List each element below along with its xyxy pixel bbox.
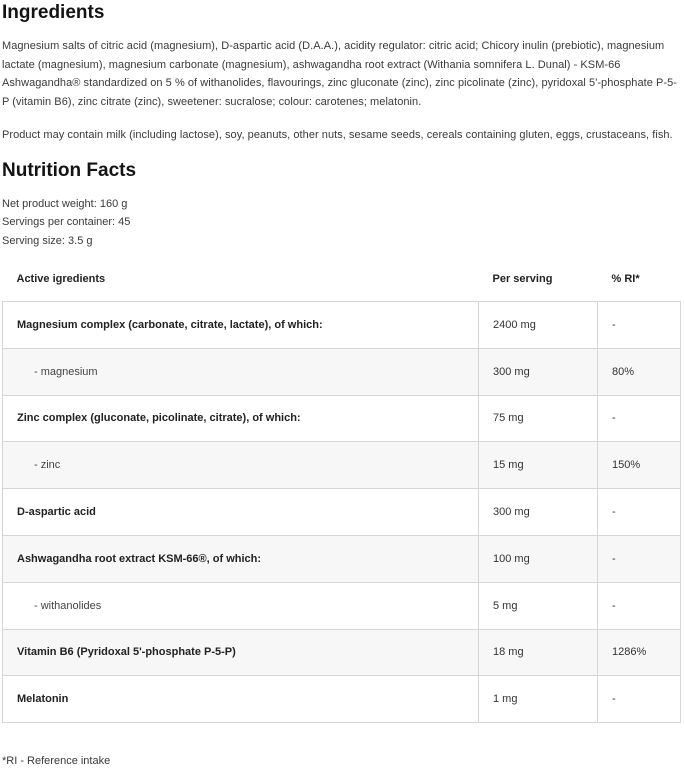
column-header-ingredient: Active igredients: [3, 256, 479, 302]
table-row: [3, 348, 681, 395]
allergen-text: Product may contain milk (including lactose), soy, peanuts, other nuts, sesame seeds, cereals containing gluten, eggs, crustaceans, fish.: [2, 129, 673, 141]
ri-percent-cell: 80%: [598, 348, 681, 395]
table-row: [3, 302, 681, 349]
ingredient-name-cell: D-aspartic acid: [3, 489, 479, 536]
net-weight: Net product weight: 160 g: [2, 197, 128, 210]
ri-percent-cell: -: [598, 395, 681, 442]
ingredients-heading: Ingredients: [2, 2, 105, 23]
footnote: *RI - Reference intake: [2, 755, 111, 767]
ingredient-name-cell: Ashwagandha root extract KSM-66®, of which:: [3, 535, 479, 582]
table-row: [3, 629, 681, 676]
per-serving-cell: 18 mg: [479, 629, 598, 676]
nutrition-table: [2, 256, 681, 723]
per-serving-cell: 15 mg: [479, 442, 598, 489]
serving-size: Serving size: 3.5 g: [2, 234, 93, 247]
table-header-row: [3, 256, 681, 302]
ri-percent-cell: 1286%: [598, 629, 681, 676]
table-row: [3, 582, 681, 629]
per-serving-cell: 1 mg: [479, 676, 598, 723]
ingredient-name-cell: Vitamin B6 (Pyridoxal 5'-phosphate P-5-P): [3, 629, 479, 676]
table-row: [3, 395, 681, 442]
ingredients-text: Magnesium salts of citric acid (magnesium), D-aspartic acid (D.A.A.), acidity regulator: citric acid; Chicory inulin (prebiotic), magnesium lactate (magnesium), magnesium carbonate (magnesium), ashwagandha root extract (Withania somnifera L. Dunal) - KSM-66 Ashwagandha® standardized on 5 % of withanolides, flavourings, zinc gluconate (zinc), zinc picolinate (zinc), pyridoxal 5'-phosphate P-5-P (vitamin B6), zinc citrate (zinc), sweetener: sucralose; colour: carotenes; melatonin.: [2, 40, 677, 108]
nutrition-table-body: [3, 302, 681, 723]
ingredient-name-cell: - magnesium: [3, 348, 479, 395]
table-row: [3, 676, 681, 723]
per-serving-cell: 5 mg: [479, 582, 598, 629]
per-serving-cell: 300 mg: [479, 348, 598, 395]
per-serving-cell: 2400 mg: [479, 302, 598, 349]
column-header-ri: % RI*: [598, 256, 681, 302]
per-serving-cell: 300 mg: [479, 489, 598, 536]
per-serving-cell: 75 mg: [479, 395, 598, 442]
ri-percent-cell: -: [598, 302, 681, 349]
nutrition-facts-heading: Nutrition Facts: [2, 159, 137, 181]
table-row: [3, 489, 681, 536]
table-row: [3, 442, 681, 489]
ri-percent-cell: -: [598, 676, 681, 723]
product-info: [2, 0, 680, 723]
ingredient-name-cell: - withanolides: [3, 582, 479, 629]
nutrition-meta: [2, 195, 680, 251]
ingredient-name-cell: Melatonin: [3, 676, 479, 723]
ri-percent-cell: -: [598, 489, 681, 536]
ri-percent-cell: -: [598, 582, 681, 629]
ingredient-name-cell: Zinc complex (gluconate, picolinate, citrate), of which:: [3, 395, 479, 442]
table-row: [3, 535, 681, 582]
ri-percent-cell: 150%: [598, 442, 681, 489]
ri-percent-cell: -: [598, 535, 681, 582]
ingredient-name-cell: - zinc: [3, 442, 479, 489]
servings-per-container: Servings per container: 45: [2, 216, 131, 228]
ingredient-name-cell: Magnesium complex (carbonate, citrate, lactate), of which:: [3, 302, 479, 349]
per-serving-cell: 100 mg: [479, 535, 598, 582]
column-header-per-serving: Per serving: [479, 256, 598, 302]
